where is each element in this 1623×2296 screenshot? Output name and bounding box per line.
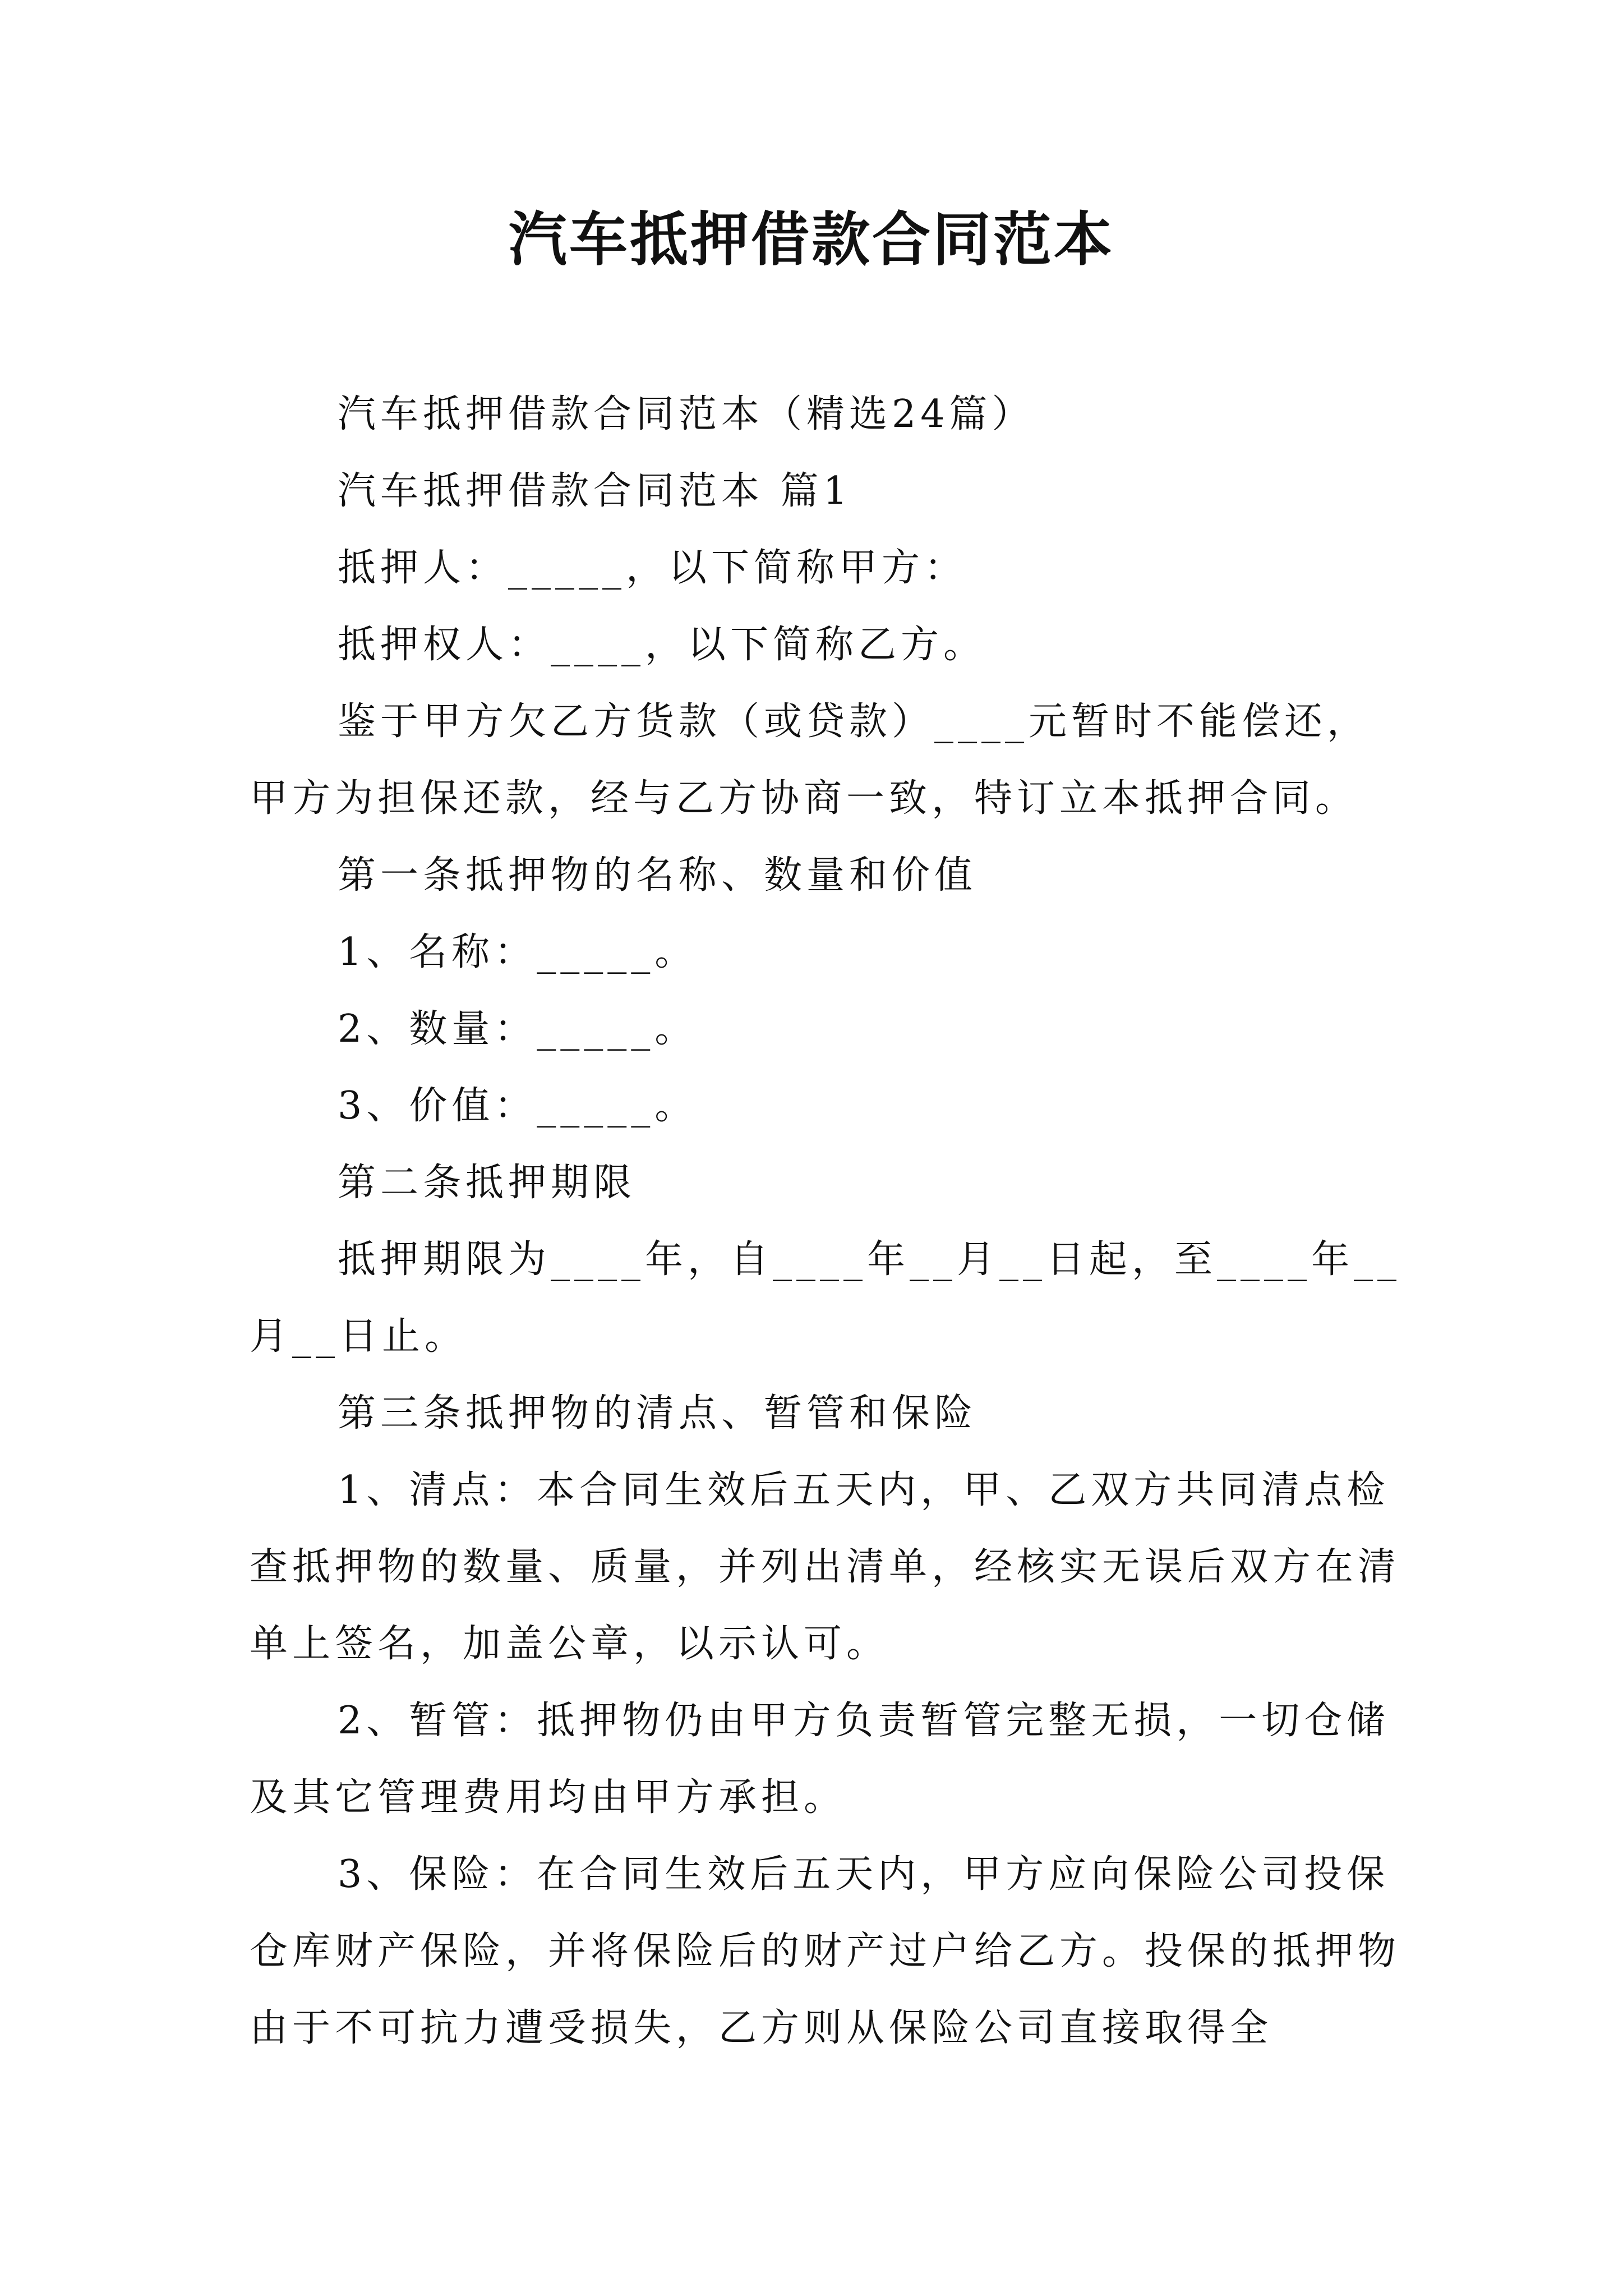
article-2-heading: 第二条抵押期限 (338, 1161, 637, 1205)
article-3-item-inventory: 1、清点：本合同生效后五天内，甲、乙双方共同清点检查抵押物的数量、质量，并列出清单，经核实无误后双方在清单上签名，加盖公章，以示认可。 (250, 1468, 1401, 1666)
article-2-term-paragraph: 抵押期限为____年，自____年__月__日起，至____年__月__日止。 (250, 1237, 1401, 1359)
article-1-item-quantity: 2、数量：_____。 (338, 1007, 698, 1051)
article-1-heading: 第一条抵押物的名称、数量和价值 (338, 853, 978, 898)
article-3-item-custody: 2、暂管：抵押物仍由甲方负责暂管完整无损，一切仓储及其它管理费用均由甲方承担。 (250, 1699, 1390, 1820)
document-title: 汽车抵押借款合同范本 (508, 205, 1114, 274)
mortgagee-line: 抵押权人：____，以下简称乙方。 (338, 623, 986, 667)
article-1-item-name: 1、名称：_____。 (338, 930, 698, 974)
subtitle-paragraph: 汽车抵押借款合同范本（精选24篇） (338, 392, 1035, 436)
section-heading: 汽车抵押借款合同范本 篇1 (338, 469, 852, 513)
article-1-item-value: 3、价值：_____。 (338, 1084, 698, 1128)
article-3-item-insurance: 3、保险：在合同生效后五天内，甲方应向保险公司投保仓库财产保险，并将保险后的财产过户给乙方。投保的抵押物由于不可抗力遭受损失，乙方则从保险公司直接取得全 (250, 1852, 1401, 2050)
mortgagor-line: 抵押人：_____，以下简称甲方： (338, 546, 967, 590)
preamble-paragraph: 鉴于甲方欠乙方货款（或贷款）____元暂时不能偿还，甲方为担保还款，经与乙方协商一致，特订立本抵押合同。 (250, 700, 1370, 821)
document-body (250, 376, 1405, 2067)
article-3-heading: 第三条抵押物的清点、暂管和保险 (338, 1391, 978, 1435)
